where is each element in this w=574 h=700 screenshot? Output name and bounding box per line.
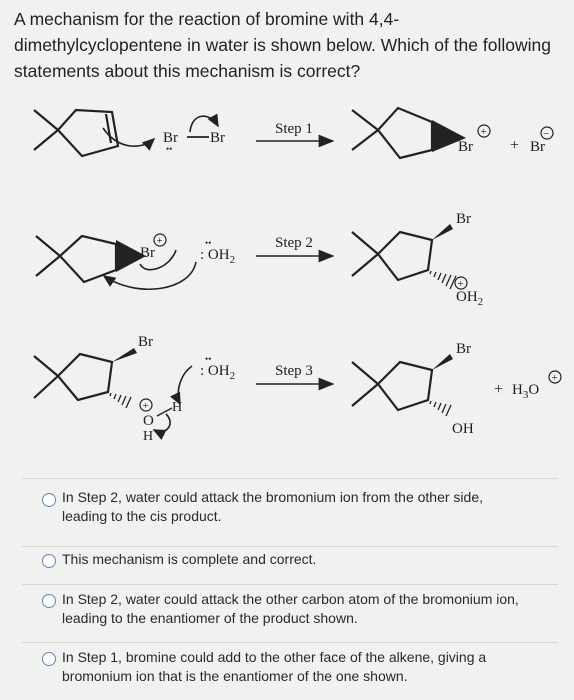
oxonium-reactant (34, 354, 112, 400)
br-wedge-bond-3 (112, 348, 137, 362)
bromonium-ion-2 (36, 236, 116, 282)
br-wedge-bond-4 (432, 354, 453, 370)
option-2-text: This mechanism is complete and correct. (62, 551, 317, 567)
plus-sign-3: + (494, 381, 504, 398)
option-2[interactable] (22, 548, 558, 580)
bromonium-br: Br (458, 139, 473, 155)
bromohydrin-product (352, 362, 432, 410)
lone-pair: •• (166, 144, 173, 154)
option-3-text: In Step 2, water could attack the other carbon atom of the bromonium ion, leading to the enantiomer of the product shown. (62, 591, 519, 626)
oh-bond-break-arrow (154, 414, 170, 432)
radio-button[interactable] (42, 594, 56, 608)
bromonium-br-2: Br (140, 245, 155, 261)
oxonium-h-bottom: H (143, 429, 154, 444)
br-wedge-bond-2 (432, 224, 453, 240)
oxonium-o: O (143, 413, 154, 429)
option-3[interactable] (22, 588, 558, 638)
product-br-4: Br (456, 341, 471, 357)
product-oh: OH (452, 421, 474, 437)
br-atom-2: Br (210, 130, 225, 146)
question-text: A mechanism for the reaction of bromine with 4,4-dimethylcyclopentene in water is shown below. Which of the following statements about this mechanism is correct? (14, 9, 551, 81)
svg-text:+: + (142, 400, 149, 412)
reactant-br-3: Br (138, 334, 153, 350)
svg-text:+: + (156, 235, 163, 247)
step-1-label: Step 1 (275, 121, 313, 137)
step-3-label: Step 3 (275, 363, 313, 379)
option-1-text: In Step 2, water could attack the bromonium ion from the other side, leading to the cis product. (62, 489, 483, 524)
deprotonation-arrow (178, 366, 192, 404)
oxonium-oh2: $OH_2$ (456, 289, 484, 308)
br-atom-1: Br (163, 130, 178, 146)
oxonium-h-right: H (172, 400, 183, 415)
hydronium: $H_3O$ (512, 382, 540, 401)
alkene-reactant (34, 110, 118, 156)
svg-text:+: + (551, 372, 558, 384)
divider (22, 642, 558, 643)
divider (22, 584, 558, 585)
step-2-label: Step 2 (275, 235, 313, 251)
divider (22, 546, 558, 547)
option-4[interactable] (22, 646, 558, 696)
water-lone-pair-3: •• (205, 354, 212, 364)
bromonium-ion (352, 108, 432, 158)
bromide-ion: Br (530, 139, 545, 155)
radio-button[interactable] (42, 554, 56, 568)
water-3: : $OH_2$ (200, 363, 236, 382)
oh-hash-bond-4 (430, 401, 451, 416)
radio-button[interactable] (42, 652, 56, 666)
product-br-2: Br (456, 211, 471, 227)
svg-text:+: + (480, 126, 487, 138)
oxonium-product (352, 232, 432, 280)
oh2-hash-bond (430, 271, 456, 289)
option-1[interactable] (22, 482, 558, 538)
svg-text:+: + (457, 278, 464, 290)
water-2: : $OH_2$ (200, 247, 236, 266)
divider (22, 478, 558, 479)
water-lone-pair: •• (205, 238, 212, 248)
plus-sign-1: + (510, 137, 520, 154)
option-4-text: In Step 1, bromine could add to the other face of the alkene, giving a bromonium ion that is the enantiomer of the one shown. (62, 649, 487, 684)
svg-text:−: − (543, 128, 550, 140)
radio-button[interactable] (42, 493, 56, 507)
pi-to-bromine-arrow (103, 128, 154, 146)
oh-hash-bond-3 (110, 393, 131, 408)
